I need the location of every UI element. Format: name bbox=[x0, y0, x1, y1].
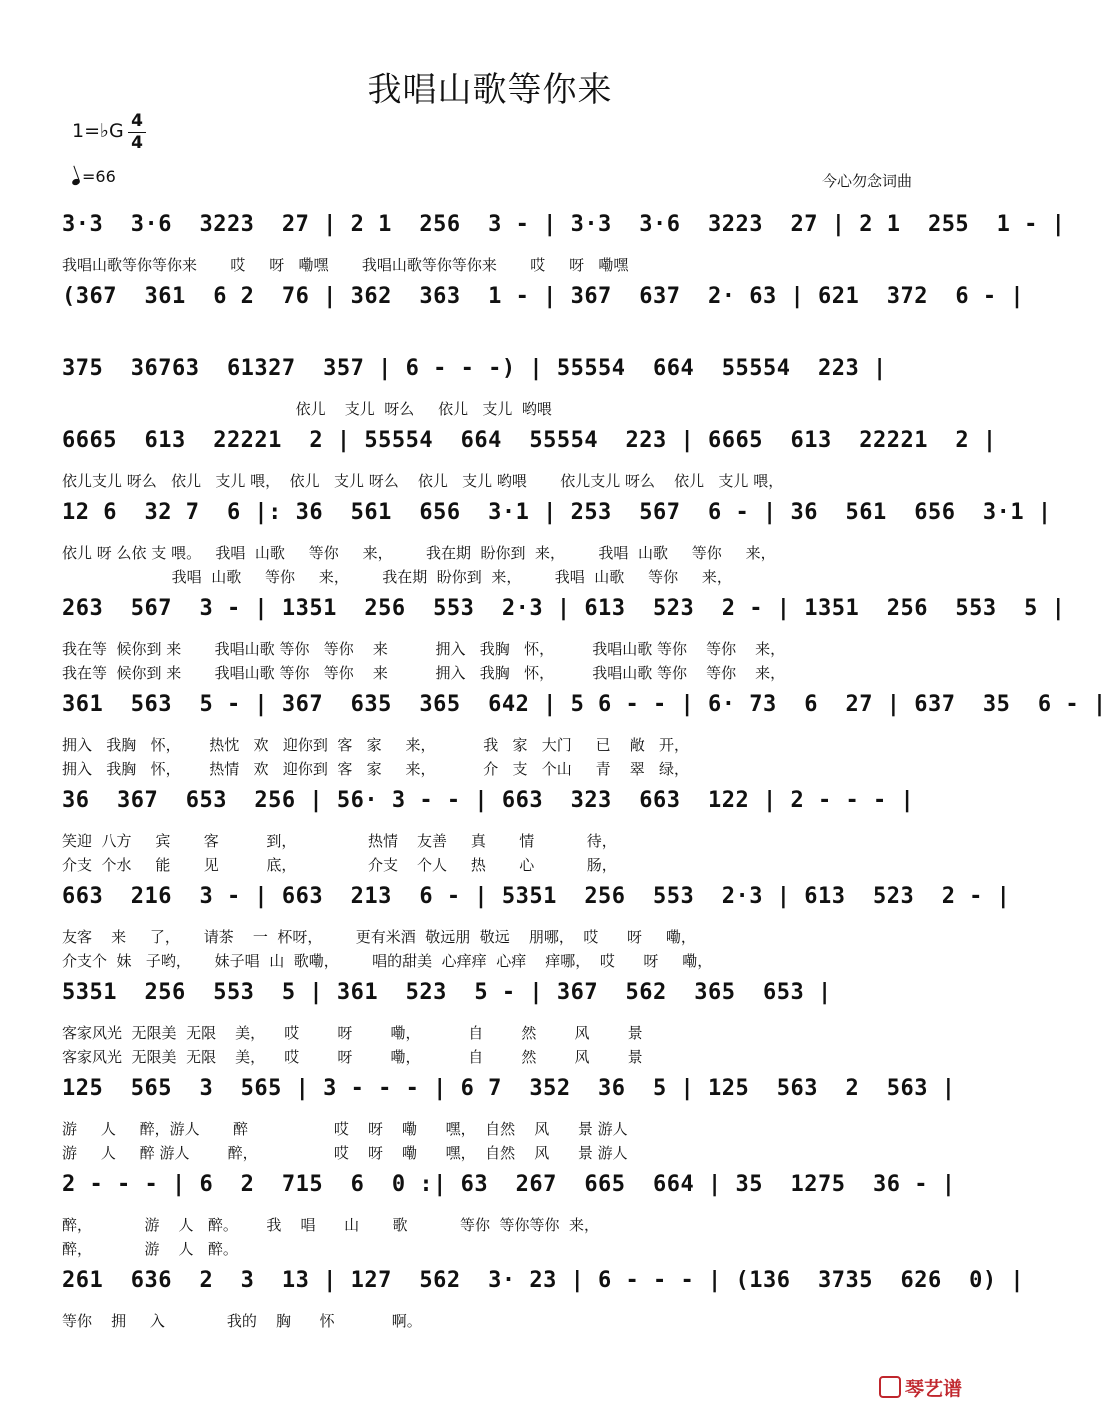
watermark-logo-icon bbox=[879, 1376, 901, 1398]
lyric-line-2: 客家风光 无限美 无限 美， 哎 呀 嘞， 自 然 风 景 bbox=[62, 1048, 643, 1066]
composer-credit: 今心勿念词曲 bbox=[821, 172, 912, 190]
quarter-note-icon bbox=[71, 178, 81, 186]
lyric-line-1: 客家风光 无限美 无限 美， 哎 呀 嘞， 自 然 风 景 bbox=[62, 1024, 643, 1042]
lyric-line-1: 我在等 候你到 来 我唱山歌 等你 等你 来 拥入 我胸 怀， 我唱山歌 等你 等你 来， bbox=[62, 640, 786, 658]
notation-line: 6665 613 22221 2 | 55554 664 55554 223 | 6665 613 22221 2 | bbox=[62, 428, 997, 453]
lyric-line-2: 介支 个水 能 见 底， 介支 个人 热 心 肠， bbox=[62, 856, 617, 874]
key-signature: 1=♭G bbox=[72, 120, 124, 142]
notation-line: 263 567 3 - | 1351 256 553 2·3 | 613 523 2 - | 1351 256 553 5 | bbox=[62, 596, 1066, 621]
lyric-line-1: 依儿 支儿 呀么 依儿 支儿 哟喂 bbox=[62, 400, 552, 418]
tempo-value: =66 bbox=[82, 167, 116, 186]
notation-line: (367 361 6 2 76 | 362 363 1 - | 367 637 2· 63 | 621 372 6 - | bbox=[62, 284, 1025, 309]
lyric-line-2: 介支个 妹 子哟， 妹子唱 山 歌嘞， 唱的甜美 心痒痒 心痒 痒哪， 哎 呀 嘞， bbox=[62, 952, 713, 970]
time-signature bbox=[128, 112, 146, 153]
notation-line: 5351 256 553 5 | 361 523 5 - | 367 562 365 653 | bbox=[62, 980, 832, 1005]
notation-line: 125 565 3 565 | 3 - - - | 6 7 352 36 5 | 125 563 2 563 | bbox=[62, 1076, 956, 1101]
lyric-line-1: 笑迎 八方 宾 客 到， 热情 友善 真 情 待， bbox=[62, 832, 617, 850]
site-watermark bbox=[879, 1374, 962, 1401]
lyric-line-2: 拥入 我胸 怀， 热情 欢 迎你到 客 家 来， 介 支 个山 青 翠 绿， bbox=[62, 760, 690, 778]
lyric-line-1: 醉， 游 人 醉。 我 唱 山 歌 等你 等你等你 来， bbox=[62, 1216, 600, 1234]
lyric-line-1: 游 人 醉，游人 醉 哎 呀 嘞 嘿， 自然 风 景 游人 bbox=[62, 1120, 628, 1138]
notation-line: 2 - - - | 6 2 715 6 0 :| 63 267 665 664 | 35 1275 36 - | bbox=[62, 1172, 956, 1197]
notation-line: 3·3 3·6 3223 27 | 2 1 256 3 - | 3·3 3·6 3223 27 | 2 1 255 1 - | bbox=[62, 212, 1066, 237]
lyric-line-1: 我唱山歌等你等你来 哎 呀 嘞嘿 我唱山歌等你等你来 哎 呀 嘞嘿 bbox=[62, 256, 629, 274]
notation-line: 12 6 32 7 6 |: 36 561 656 3·1 | 253 567 6 - | 36 561 656 3·1 | bbox=[62, 500, 1052, 525]
lyric-line-2: 游 人 醉 游人 醉， 哎 呀 嘞 嘿， 自然 风 景 游人 bbox=[62, 1144, 628, 1162]
lyric-line-1: 等你 拥 入 我的 胸 怀 啊。 bbox=[62, 1312, 422, 1330]
watermark-text: 琴艺谱 bbox=[904, 1378, 962, 1400]
lyric-line-2: 醉， 游 人 醉。 bbox=[62, 1240, 238, 1258]
notation-line: 375 36763 61327 357 | 6 - - -) | 55554 664 55554 223 | bbox=[62, 356, 887, 381]
notation-line: 663 216 3 - | 663 213 6 - | 5351 256 553 2·3 | 613 523 2 - | bbox=[62, 884, 1011, 909]
lyric-line-1: 友客 来 了， 请茶 一 杯呀， 更有米酒 敬远朋 敬远 朋哪， 哎 呀 嘞， bbox=[62, 928, 696, 946]
lyric-line-1: 拥入 我胸 怀， 热忱 欢 迎你到 客 家 来， 我 家 大门 已 敞 开， bbox=[62, 736, 690, 754]
song-title: 我唱山歌等你来 bbox=[367, 70, 613, 110]
lyric-line-2: 我唱 山歌 等你 来， 我在期 盼你到 来， 我唱 山歌 等你 来， bbox=[62, 568, 732, 586]
tempo-marking bbox=[72, 167, 116, 186]
lyric-line-2: 我在等 候你到 来 我唱山歌 等你 等你 来 拥入 我胸 怀， 我唱山歌 等你 等你 来， bbox=[62, 664, 786, 682]
meter-bottom: 4 bbox=[131, 133, 143, 153]
notation-line: 261 636 2 3 13 | 127 562 3· 23 | 6 - - - | (136 3735 626 0) | bbox=[62, 1268, 1025, 1293]
lyric-line-1: 依儿支儿 呀么 依儿 支儿 喂， 依儿 支儿 呀么 依儿 支儿 哟喂 依儿支儿 呀么 依儿 支儿 喂， bbox=[62, 472, 784, 490]
lyric-line-1: 依儿 呀 么依 支 喂。 我唱 山歌 等你 来， 我在期 盼你到 来， 我唱 山歌 等你 来， bbox=[62, 544, 776, 562]
meter-top: 4 bbox=[131, 111, 143, 131]
notation-line: 36 367 653 256 | 56· 3 - - | 663 323 663 122 | 2 - - - | bbox=[62, 788, 915, 813]
notation-line: 361 563 5 - | 367 635 365 642 | 5 6 - - | 6· 73 6 27 | 637 35 6 - | bbox=[62, 692, 1107, 717]
